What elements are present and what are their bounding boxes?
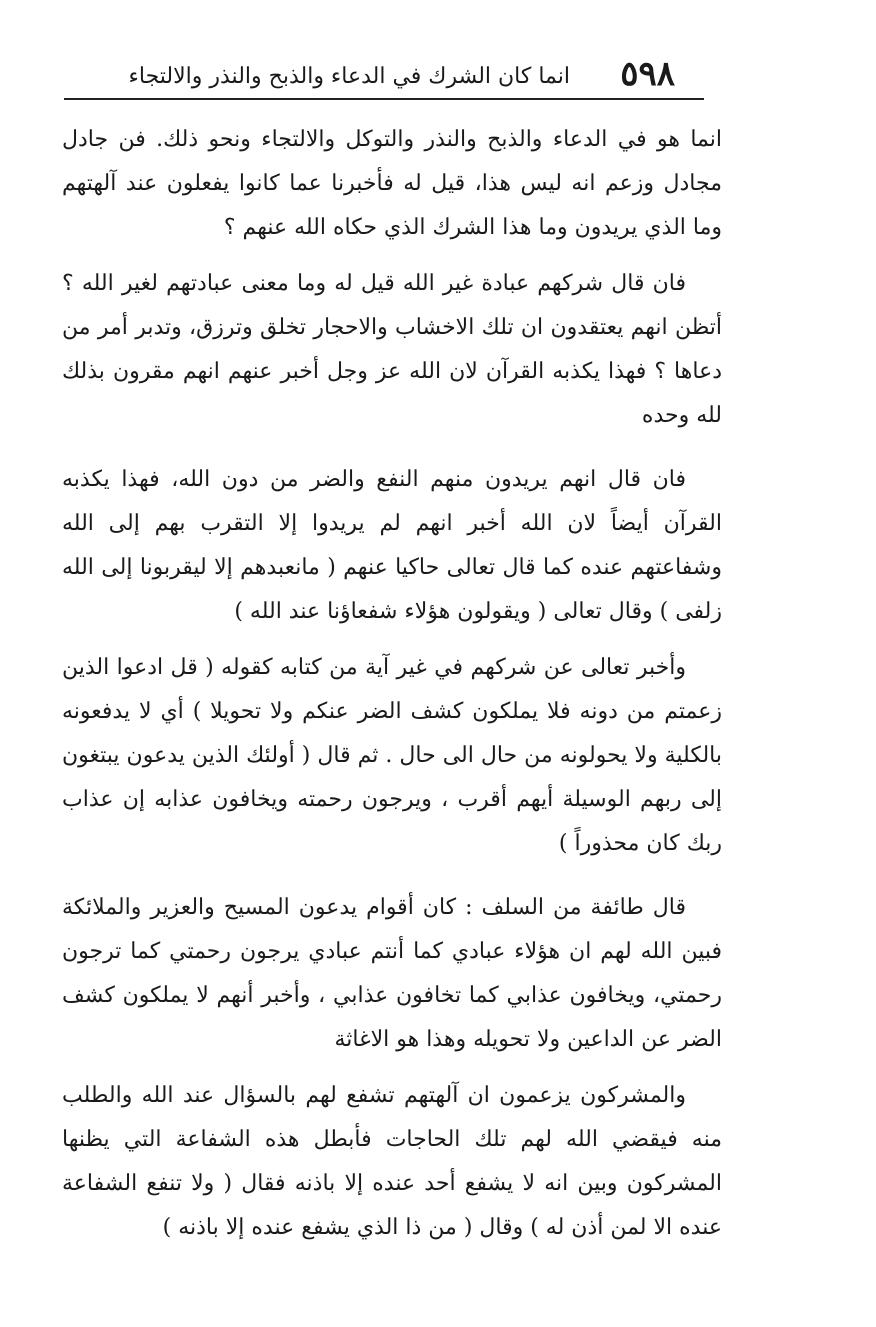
running-title: انما كان الشرك في الدعاء والذبح والنذر والالتجاء — [128, 64, 570, 89]
page-number: ٥٩٨ — [620, 54, 675, 94]
page-body — [62, 118, 722, 1270]
paragraph: وأخبر تعالى عن شركهم في غير آية من كتابه كقوله ( قل ادعوا الذين زعمتم من دونه فلا يملكون كشف الضر عنكم ولا تحويلا ) أي لا يدفعونه بالكلية ولا يحولونه من حال الى حال . ثم قال ( أولئك الذين يدعون يبتغون إلى ربهم الوسيلة أيهم أقرب ، ويرجون رحمته ويخافون عذابه إن عذاب ربك كان محذوراً ) — [62, 655, 722, 856]
paragraph: قال طائفة من السلف : كان أقوام يدعون المسيح والعزير والملائكة فبين الله لهم ان هؤلاء عبادي كما أنتم عبادي يرجون رحمتي كما ترجون رحمتي، ويخافون عذابي كما تخافون عذابي ، وأخبر أنهم لا يملكون كشف الضر عن الداعين ولا تحويله وهذا هو الاغاثة — [62, 895, 722, 1052]
header-rule — [64, 98, 704, 100]
paragraph: فان قال شركهم عبادة غير الله قيل له وما معنى عبادتهم لغير الله ؟ أتظن انهم يعتقدون ان تلك الاخشاب والاحجار تخلق وترزق، وتدبر أمر من دعاها ؟ فهذا يكذبه القرآن لان الله عز وجل أخبر عنهم انهم مقرون بذلك لله وحده — [62, 271, 722, 428]
paragraph: والمشركون يزعمون ان آلهتهم تشفع لهم بالسؤال عند الله والطلب منه فيقضي الله لهم تلك الحاجات فأبطل هذه الشفاعة التي يظنها المشركون وبين انه لا يشفع أحد عنده إلا باذنه فقال ( ولا تنفع الشفاعة عنده الا لمن أذن له ) وقال ( من ذا الذي يشفع عنده إلا باذنه ) — [62, 1083, 722, 1240]
paragraph: فان قال انهم يريدون منهم النفع والضر من دون الله، فهذا يكذبه القرآن أيضاً لان الله أخبر انهم لم يريدوا إلا التقرب بهم إلى الله وشفاعتهم عنده كما قال تعالى حاكيا عنهم ( مانعبدهم إلا ليقربونا إلى الله زلفى ) وقال تعالى ( ويقولون هؤلاء شفعاؤنا عند الله ) — [62, 467, 722, 624]
paragraph: انما هو في الدعاء والذبح والنذر والتوكل والالتجاء ونحو ذلك. فن جادل مجادل وزعم انه ليس هذا، قيل له فأخبرنا عما كانوا يفعلون عند آلهتهم وما الذي يريدون وما هذا الشرك الذي حكاه الله عنهم ؟ — [62, 127, 722, 240]
page-header — [60, 52, 705, 102]
